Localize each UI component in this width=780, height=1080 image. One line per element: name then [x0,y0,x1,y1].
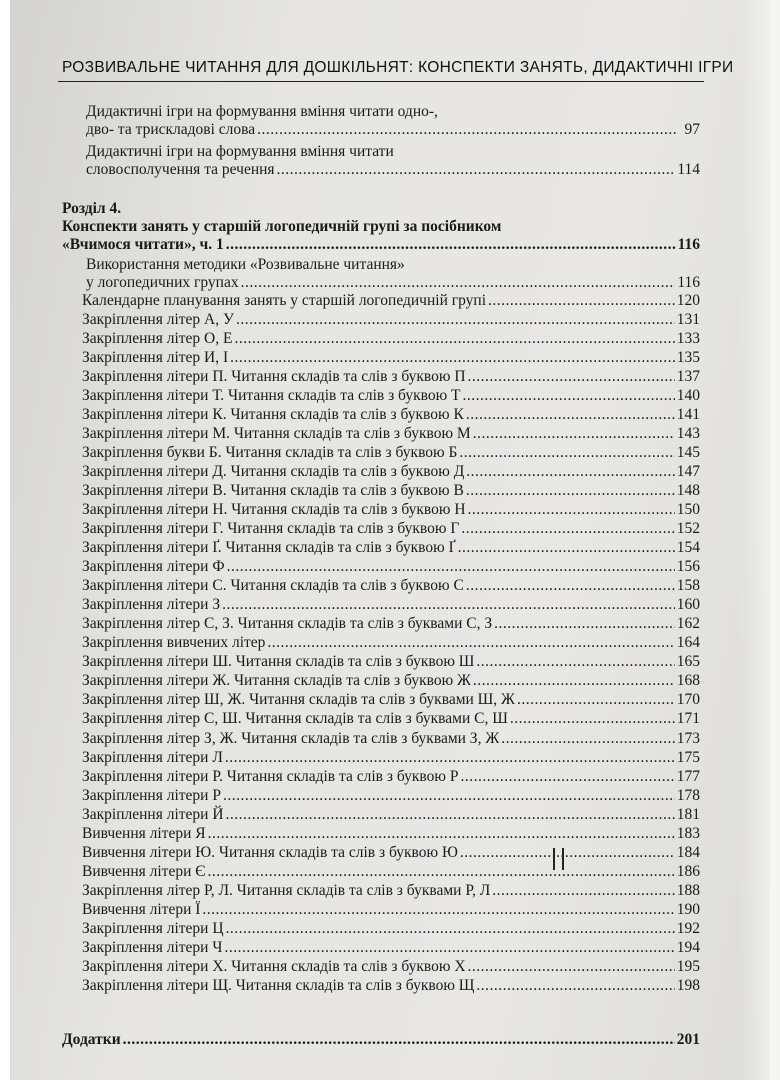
toc-entry-page: 201 [676,1031,700,1048]
dot-leader [224,939,674,957]
dot-leader [501,730,675,748]
toc-entry-title: Вивчення літери Ю. Читання складів та слів з буквою Ю [82,843,458,861]
toc-entry-page: 160 [676,596,700,614]
toc-entry-title: Закріплення літер О, Е [82,330,233,347]
toc-entry[interactable] [82,425,700,443]
dot-leader [461,520,674,538]
toc-entry-page: 178 [676,786,700,804]
toc-entry-page: 133 [676,330,700,347]
dot-leader [208,825,675,843]
toc-entry-page: 150 [676,501,700,519]
toc-entry-title: Закріплення літери Т. Читання складів та слів з буквою Т [82,387,461,405]
toc-entry-page: 170 [676,691,700,709]
toc-entry-page: 183 [676,824,700,842]
dot-leader [123,1031,675,1049]
toc-entry[interactable] [82,444,700,462]
toc-entry[interactable] [82,806,700,824]
toc-entry-page: 135 [676,349,700,367]
toc-entry-title: Вивчення літери Є [82,862,206,880]
toc-entry-title: Закріплення букви Б. Читання складів та слів з буквою Б [82,444,458,462]
toc-entry-title: Закріплення літери Ч [82,938,223,956]
toc-entry[interactable] [82,691,700,709]
toc-entry-page: 154 [676,539,700,557]
dot-leader [230,349,675,367]
toc-entry[interactable] [82,787,700,805]
toc-entry[interactable] [82,482,700,500]
toc-entry-page: 195 [676,957,700,975]
dot-leader [234,330,674,348]
dot-leader [202,901,674,919]
dot-leader [473,425,675,443]
section-label: Розділ 4. [62,200,122,217]
toc-entry[interactable] [82,539,700,557]
toc-entry-title: Календарне планування занять у старшій логопедичній групі [82,292,486,309]
toc-entry-page: 148 [676,482,700,500]
dot-leader [466,406,675,424]
toc-entry-title: Закріплення літер З, Ж. Читання складів та слів з буквами З, Ж [82,729,500,747]
section-title-line-1: Конспекти занять у старшій логопедичній групі за посібником [62,218,502,235]
toc-entry-title: дво- та трискладові слова [86,121,256,138]
toc-entry-title: Закріплення літери Р. Читання складів та слів з буквою Р [82,767,459,785]
toc-entry[interactable] [82,901,700,919]
toc-entry-page: 97 [684,121,700,138]
dot-leader [468,501,675,519]
toc-entry-title: Закріплення літер Р, Л. Читання складів та слів з буквами Р, Л [82,881,491,899]
dot-leader [466,482,675,500]
toc-entry-title: словосполучення та речення [86,161,275,178]
toc-entry-title: Закріплення літери Х. Читання складів та слів з буквою Х [82,957,466,975]
toc-entry[interactable] [82,920,700,938]
toc-entry[interactable] [82,710,700,728]
dot-leader [466,463,674,481]
toc-entry-page: 156 [676,558,700,576]
dot-leader [267,634,674,652]
dot-leader [241,274,676,292]
toc-entry-page: 141 [676,406,700,424]
dot-leader [207,863,674,881]
toc-entry-page: 181 [676,805,700,823]
dot-leader [225,749,675,767]
toc-entry-page: 188 [676,881,700,899]
dot-leader [458,539,675,557]
toc-entry[interactable] [82,311,700,329]
toc-entry-title: Додатки [62,1031,121,1048]
toc-entry[interactable] [82,634,700,652]
toc-entry-page: 152 [676,520,700,538]
toc-entry[interactable] [82,768,700,786]
toc-entry-page: 198 [676,976,700,994]
toc-entry[interactable] [82,501,700,519]
toc-entry-page: 192 [676,919,700,937]
toc-entry-page: 131 [676,311,700,328]
toc-entry-title: Закріплення літери Ш. Читання складів та слів з буквою Ш [82,653,475,671]
toc-entry-title: Закріплення літер С, З. Читання складів та слів з буквами С, З [82,615,493,633]
toc-entry-page: 171 [676,710,700,728]
toc-entry-page: 120 [676,292,700,309]
toc-entry-title: Закріплення літери С. Читання складів та слів з буквою С [82,577,464,595]
toc-entry-title: Закріплення літери К. Читання складів та слів з буквою К [82,406,464,424]
dot-leader [466,577,675,595]
toc-entry-page: 194 [676,938,700,956]
toc-entry-appendix[interactable] [62,1031,700,1049]
toc-entry-page: 162 [676,615,700,633]
toc-entry-page: 137 [676,368,700,386]
toc-entry-section-4[interactable] [62,236,700,254]
toc-entry[interactable] [82,844,700,862]
dot-leader [460,768,674,786]
dot-leader [459,444,674,462]
toc-entry-page: 145 [676,444,700,462]
dot-leader [463,387,675,405]
toc-entry[interactable] [82,463,700,481]
toc-entry-title: «Вчимося читати», ч. 1 [62,236,224,253]
toc-entry-page: 184 [676,843,700,861]
toc-entry-title: Закріплення літери В. Читання складів та слів з буквою В [82,482,464,500]
toc-entry[interactable] [82,577,700,595]
toc-entry-method[interactable] [86,274,700,292]
toc-entry-title: Закріплення літери Ф [82,558,225,576]
toc-entry[interactable] [82,730,700,748]
toc-entry[interactable] [82,349,700,367]
toc-entry[interactable] [82,615,700,633]
dot-leader [468,958,675,976]
dot-leader [257,121,676,139]
toc-entry-title: Закріплення літери Д. Читання складів та слів з буквою Д [82,463,465,481]
toc-entry-page: 140 [676,387,700,405]
toc-entry[interactable] [82,825,700,843]
toc-entry[interactable] [82,292,700,310]
toc-entry-title: Закріплення літери Ґ. Читання складів та слів з буквою Ґ [82,539,456,557]
toc-entry[interactable] [82,368,700,386]
toc-entry-title: у логопедичних групах [86,274,239,291]
dot-leader [222,596,675,614]
toc-entry-title: Закріплення літери Л [82,748,223,766]
toc-entry[interactable] [82,977,700,995]
toc-entry-title: Закріплення літери Р [82,786,221,804]
intro-item-1-line-1: Дидактичні ігри на формування вміння читати одно-, [86,103,438,120]
toc-entry-page: 116 [677,236,700,253]
dot-leader [468,368,675,386]
dot-leader [473,672,675,690]
toc-entry-title: Закріплення літери П. Читання складів та слів з буквою П [82,368,466,386]
toc-entry-title: Закріплення літер Ш, Ж. Читання складів та слів з буквами Ш, Ж [82,691,515,709]
dot-leader [226,806,675,824]
toc-entry-title: Закріплення літери Й [82,805,224,823]
toc-entry[interactable] [82,406,700,424]
toc-entry-page: 186 [676,862,700,880]
toc-entry-page: 143 [676,425,700,443]
toc-entry-page: 147 [676,463,700,481]
dot-leader [277,161,676,179]
dot-leader [460,844,675,862]
toc-entry-page: 116 [677,274,700,291]
toc-entry-title: Закріплення літери Г. Читання складів та слів з буквою Г [82,520,460,538]
toc-entry-title: Закріплення літер И, І [82,349,229,367]
toc-entry[interactable] [82,387,700,405]
toc-entry-page: 114 [677,161,700,178]
toc-entry-title: Вивчення літери Я [82,824,206,842]
toc-entry-title: Закріплення вивчених літер [82,634,266,652]
toc-entry-title: Закріплення літери М. Читання складів та слів з буквою М [82,425,471,443]
toc-entry-page: 158 [676,577,700,595]
dot-leader [476,653,674,671]
method-line-1: Використання методики «Розвивальне читання» [86,256,405,273]
toc-entry-title: Закріплення літер А, У [82,311,234,328]
toc-entry-title: Закріплення літери З [82,596,221,614]
toc-entry-title: Закріплення літери Н. Читання складів та слів з буквою Н [82,501,466,519]
toc-entry-title: Вивчення літери Ї [82,900,201,918]
dot-leader [476,977,674,995]
dot-leader [517,691,675,709]
toc-entry-page: 190 [676,900,700,918]
toc-entry-page: 165 [676,653,700,671]
running-header: РОЗВИВАЛЬНЕ ЧИТАННЯ ДЛЯ ДОШКІЛЬНЯТ: КОНСПЕКТИ ЗАНЯТЬ, ДИДАКТИЧНІ ІГРИ [62,59,734,76]
dot-leader [227,558,675,576]
toc-entry[interactable] [82,672,700,690]
toc-entry-page: 173 [676,729,700,747]
toc-entry[interactable] [82,653,700,671]
toc-entry-page: 164 [676,634,700,652]
toc-entry-page: 175 [676,748,700,766]
dot-leader [223,787,675,805]
toc-entry-title: Закріплення літери Щ. Читання складів та слів з буквою Щ [82,976,475,994]
toc-entry[interactable] [82,558,700,576]
toc-entry-title: Закріплення літери Ц [82,919,224,937]
toc-entry-title: Закріплення літер С, Ш. Читання складів та слів з буквами С, Ш [82,710,508,728]
dot-leader [226,920,675,938]
dot-leader [226,236,676,254]
toc-entry-page: 177 [676,767,700,785]
toc-entry[interactable] [82,596,700,614]
toc-entry[interactable] [82,520,700,538]
dot-leader [494,615,675,633]
toc-entry[interactable] [82,939,700,957]
text-cursor-icon [553,848,564,870]
toc-entry[interactable] [82,749,700,767]
toc-entry-title: Закріплення літери Ж. Читання складів та слів з буквою Ж [82,672,471,690]
intro-item-2-line-1: Дидактичні ігри на формування вміння читати [86,143,394,160]
toc-entry[interactable] [82,958,700,976]
toc-entry[interactable] [82,330,700,348]
toc-entry-intro-2[interactable] [86,161,700,179]
dot-leader [488,292,675,310]
dot-leader [236,311,675,329]
toc-entry[interactable] [82,882,700,900]
toc-entry-intro-1[interactable] [86,121,700,139]
toc-entry-page: 168 [676,672,700,690]
dot-leader [492,882,674,900]
dot-leader [510,710,675,728]
toc-entry[interactable] [82,863,700,881]
